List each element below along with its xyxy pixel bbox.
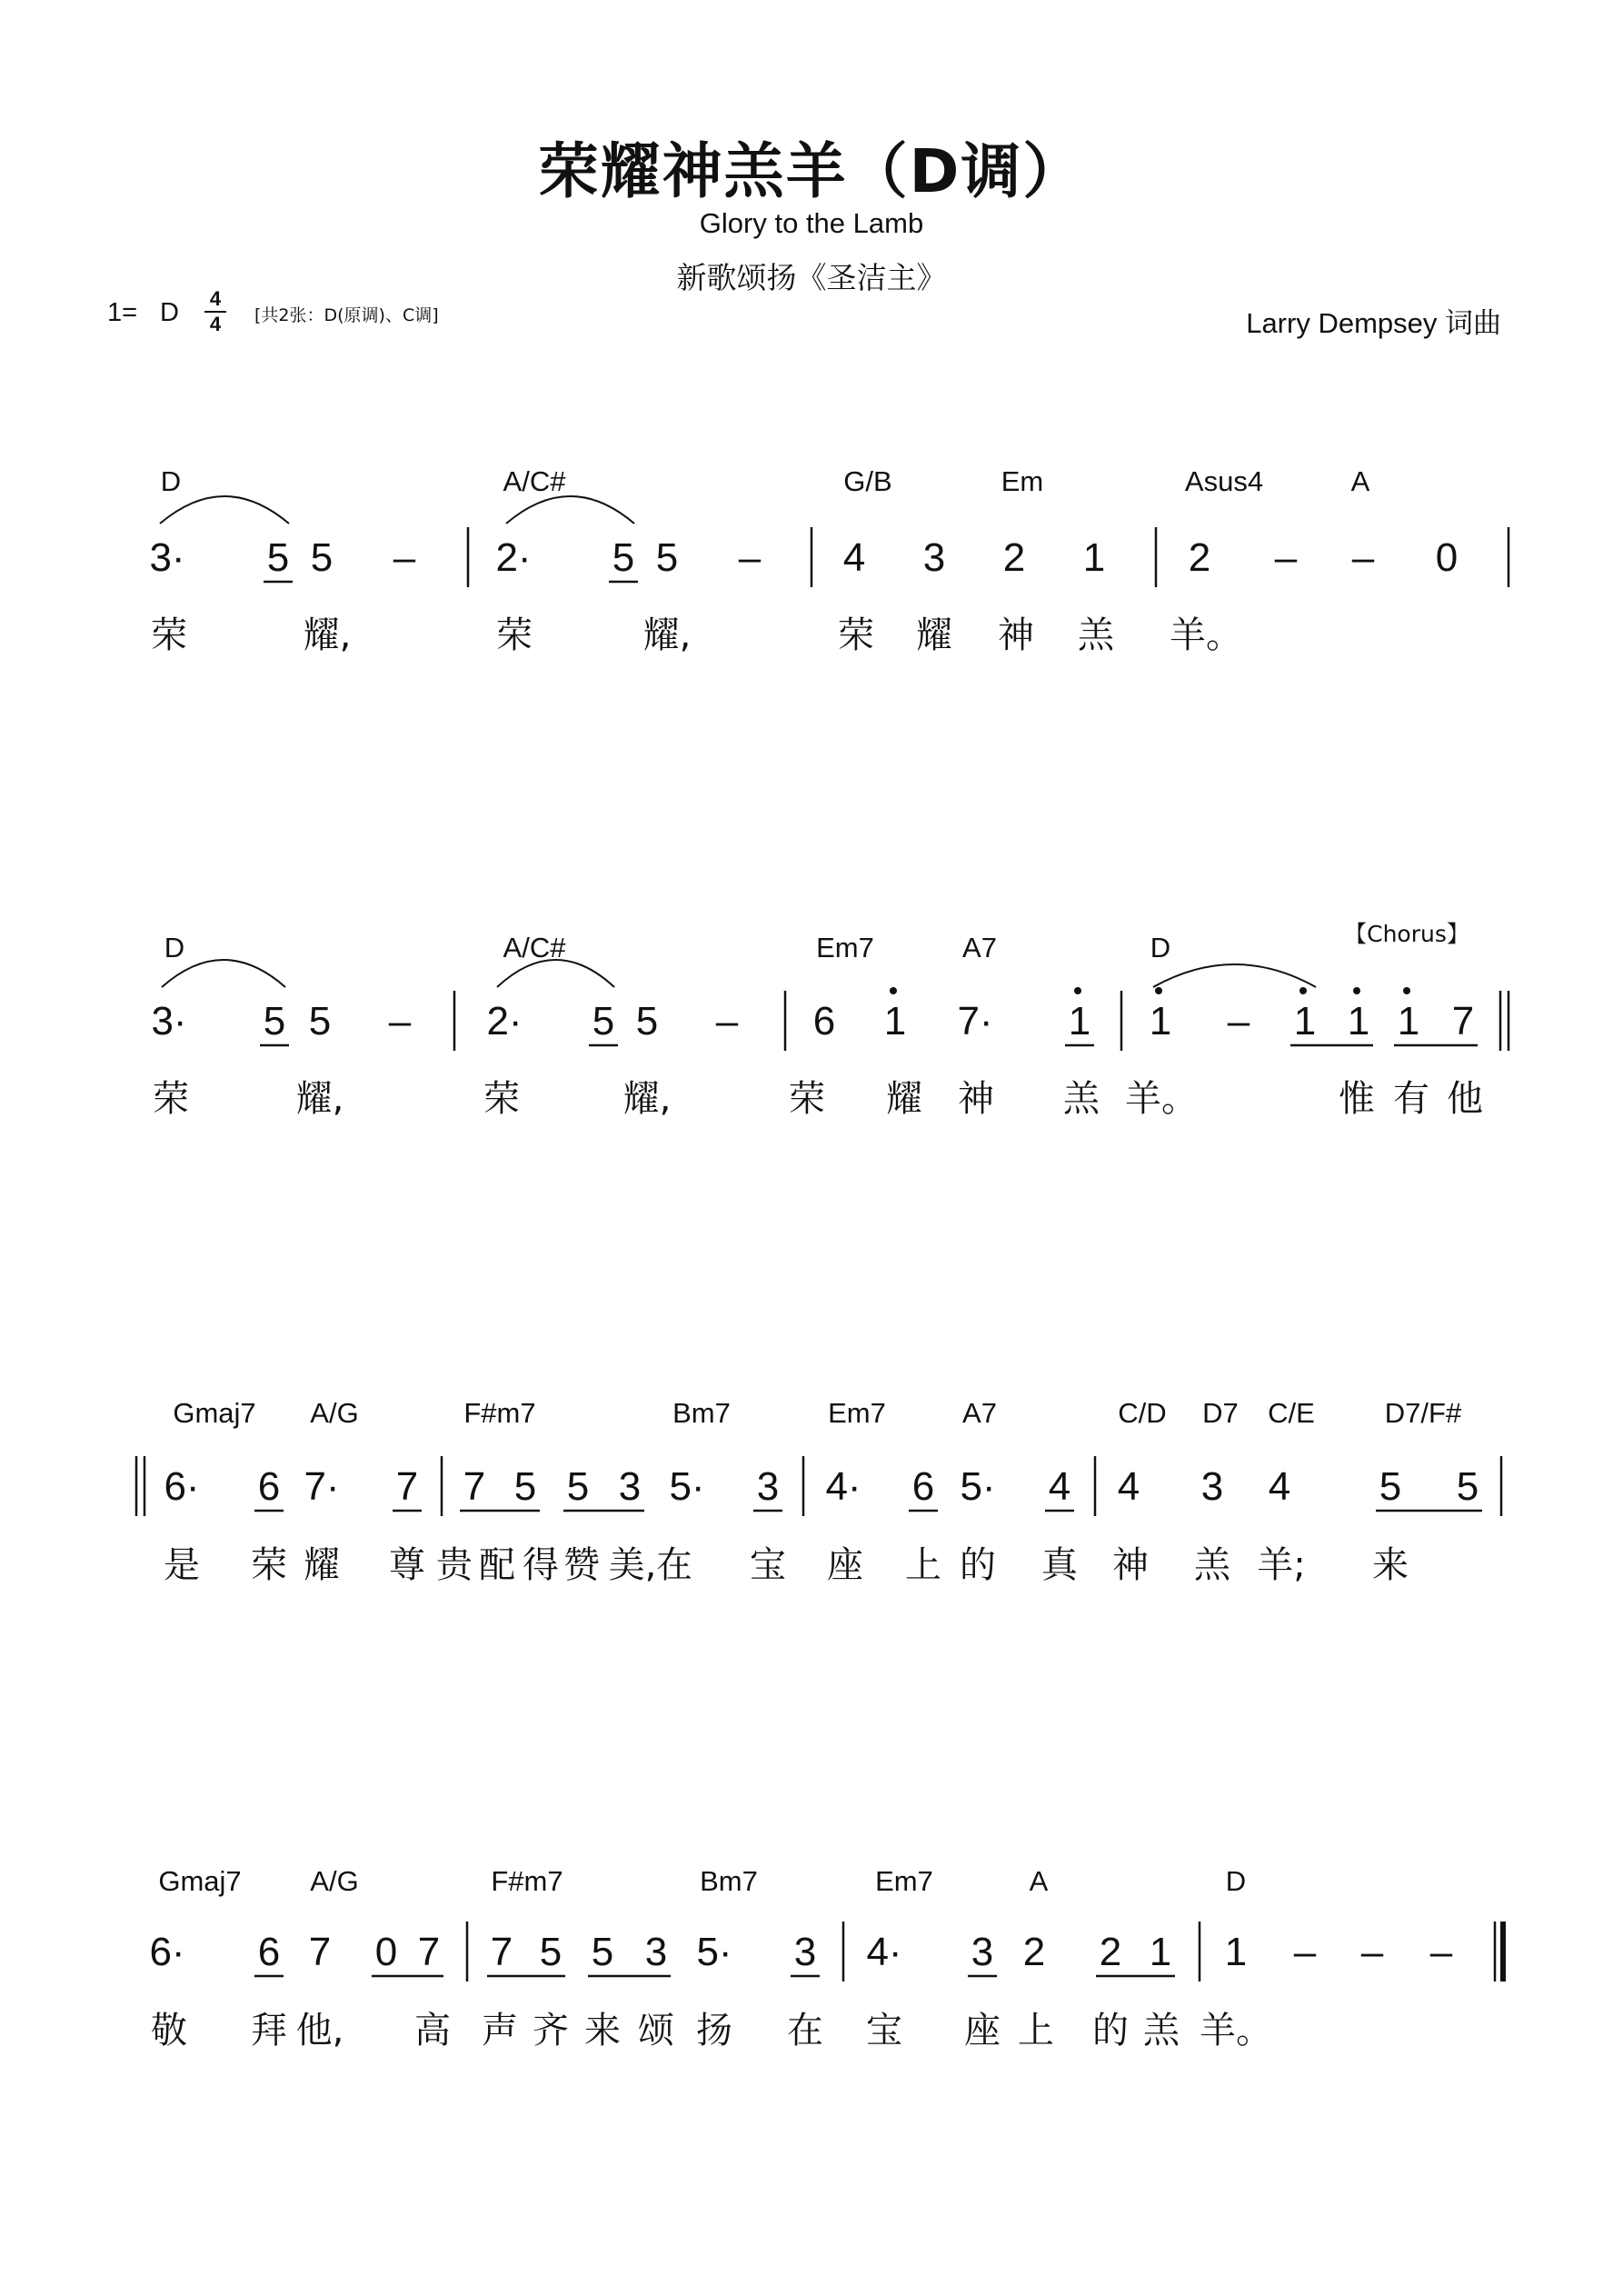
jianpu-note: 5 — [1379, 1464, 1402, 1509]
jianpu-note: 5 — [612, 535, 635, 580]
slur — [506, 496, 634, 524]
high-octave-dot — [1074, 987, 1081, 994]
jianpu-note: 4 — [1117, 1464, 1140, 1509]
songbook-source: 新歌颂扬《圣洁主》 — [676, 260, 947, 295]
high-octave-dot — [1403, 987, 1410, 994]
lyric-syllable: 耀 — [886, 1078, 922, 1120]
chord-symbol: Em7 — [816, 932, 874, 963]
lyric-syllable: 荣 — [153, 1078, 189, 1120]
lyric-syllable: 的 — [1092, 2010, 1129, 2051]
slur — [1153, 964, 1316, 987]
dash-note: – — [393, 535, 416, 580]
lyric-syllable: 座 — [827, 1544, 863, 1586]
english-subtitle: Glory to the Lamb — [699, 207, 924, 239]
chorus-marker: 【Chorus】 — [1344, 921, 1469, 947]
chord-symbol: A7 — [962, 1397, 997, 1429]
lyric-syllable: 赞 — [563, 1544, 600, 1586]
jianpu-note: 7 — [417, 1930, 441, 1974]
jianpu-note: 2· — [486, 999, 523, 1043]
lyric-syllable: 声 — [482, 2010, 518, 2051]
jianpu-note: 7· — [304, 1464, 340, 1509]
jianpu-note: 4 — [1048, 1464, 1071, 1509]
lyric-syllable: 羔 — [1143, 2010, 1180, 2051]
jianpu-note: 1 — [1068, 999, 1091, 1043]
key-value: D — [160, 298, 179, 327]
lyric-syllable: 上 — [1018, 2010, 1054, 2051]
chord-symbol: Em7 — [875, 1865, 933, 1897]
chord-symbol: A7 — [962, 932, 997, 963]
jianpu-note: 5 — [1456, 1464, 1479, 1509]
dash-note: – — [1360, 1930, 1384, 1974]
lyric-syllable: 羊。 — [1125, 1078, 1198, 1120]
lyric-syllable: 耀, — [622, 1078, 672, 1120]
jianpu-note: 3 — [971, 1930, 994, 1974]
jianpu-note: 1 — [1224, 1930, 1248, 1974]
slur — [160, 496, 289, 524]
dash-note: – — [1227, 999, 1250, 1043]
jianpu-note: 4· — [825, 1464, 861, 1509]
dash-note: – — [388, 999, 412, 1043]
high-octave-dot — [1353, 987, 1360, 994]
chord-symbol: A/C# — [503, 465, 566, 497]
lyric-syllable: 神 — [998, 614, 1034, 656]
jianpu-note: 5 — [635, 999, 659, 1043]
lyric-syllable: 来 — [584, 2010, 621, 2051]
chord-symbol: D — [164, 932, 185, 963]
lyric-syllable: 尊 — [389, 1544, 425, 1586]
jianpu-note: 1 — [1149, 999, 1172, 1043]
lyric-syllable: 耀, — [295, 1078, 344, 1120]
dash-note: – — [1293, 1930, 1317, 1974]
lyric-syllable: 得 — [523, 1544, 559, 1586]
chord-symbol: Gmaj7 — [173, 1397, 256, 1429]
jianpu-note: 6 — [911, 1464, 935, 1509]
lyric-syllable: 的 — [960, 1544, 996, 1586]
chord-symbol: D7/F# — [1384, 1397, 1462, 1429]
jianpu-note: 3 — [618, 1464, 642, 1509]
time-signature-top: 4 — [209, 287, 222, 310]
jianpu-note: 4· — [866, 1930, 902, 1974]
jianpu-note: 6· — [149, 1930, 185, 1974]
lyric-syllable: 来 — [1372, 1544, 1409, 1586]
chord-symbol: D — [1225, 1865, 1247, 1897]
dash-note: – — [738, 535, 762, 580]
slur — [497, 960, 614, 987]
jianpu-note: 7 — [1451, 999, 1475, 1043]
jianpu-note: 5 — [263, 999, 286, 1043]
lyric-syllable: 荣 — [151, 614, 187, 656]
chord-symbol: A — [1029, 1865, 1049, 1897]
jianpu-note: 1 — [883, 999, 907, 1043]
lyric-syllable: 敬 — [151, 2010, 187, 2051]
dash-note: – — [1351, 535, 1375, 580]
version-note: [共2张：D(原调)、C调] — [254, 305, 439, 325]
jianpu-note: 5 — [539, 1930, 563, 1974]
jianpu-note: 5 — [591, 1930, 614, 1974]
lyric-syllable: 上 — [905, 1544, 941, 1586]
lyric-syllable: 耀, — [303, 614, 352, 656]
lyric-syllable: 羔 — [1194, 1544, 1230, 1586]
jianpu-note: 5· — [960, 1464, 996, 1509]
chord-symbol: Asus4 — [1184, 465, 1264, 497]
lyric-syllable: 拜 — [251, 2010, 287, 2051]
high-octave-dot — [1155, 987, 1162, 994]
jianpu-note: 3 — [1200, 1464, 1224, 1509]
dash-note: – — [1274, 535, 1298, 580]
jianpu-note: 3 — [793, 1930, 817, 1974]
jianpu-note: 1 — [1082, 535, 1106, 580]
lyric-syllable: 真 — [1041, 1544, 1078, 1586]
jianpu-note: 3· — [151, 999, 187, 1043]
jianpu-note: 2 — [1002, 535, 1026, 580]
jianpu-note: 3 — [922, 535, 946, 580]
chord-symbol: Bm7 — [700, 1865, 758, 1897]
jianpu-note: 5 — [655, 535, 679, 580]
jianpu-note: 6 — [257, 1930, 281, 1974]
jianpu-note: 2· — [495, 535, 532, 580]
lyric-syllable: 在 — [787, 2010, 823, 2051]
jianpu-note: 5 — [308, 999, 332, 1043]
lyric-syllable: 神 — [1112, 1544, 1149, 1586]
lyric-syllable: 羊。 — [1200, 2010, 1272, 2051]
lyric-syllable: 配 — [479, 1544, 515, 1586]
jianpu-note: 7 — [490, 1930, 513, 1974]
chord-symbol: Bm7 — [672, 1397, 731, 1429]
chord-symbol: Em — [1001, 465, 1044, 497]
jianpu-note: 7· — [957, 999, 993, 1043]
lyric-syllable: 他, — [295, 2010, 344, 2051]
song-title: 荣耀神羔羊（D调） — [538, 136, 1085, 206]
jianpu-note: 5· — [696, 1930, 732, 1974]
chord-symbol: F#m7 — [491, 1865, 563, 1897]
lyric-syllable: 羔 — [1063, 1078, 1100, 1120]
high-octave-dot — [1299, 987, 1307, 994]
chord-symbol: A — [1350, 465, 1370, 497]
slur — [162, 960, 285, 987]
jianpu-note: 7 — [395, 1464, 419, 1509]
lyric-syllable: 座 — [964, 2010, 1001, 2051]
lyric-syllable: 贵 — [436, 1544, 473, 1586]
jianpu-note: 6· — [164, 1464, 200, 1509]
jianpu-note: 1 — [1293, 999, 1317, 1043]
lyric-syllable: 在 — [656, 1544, 692, 1586]
lyric-syllable: 耀 — [304, 1544, 340, 1586]
lyric-syllable: 羊; — [1257, 1544, 1306, 1586]
jianpu-note: 1 — [1149, 1930, 1172, 1974]
lyric-syllable: 有 — [1393, 1078, 1429, 1120]
dash-note: – — [1429, 1930, 1453, 1974]
lyric-syllable: 美, — [608, 1544, 657, 1586]
lyric-syllable: 颂 — [638, 2010, 674, 2051]
chord-symbol: A/G — [310, 1865, 359, 1897]
chord-symbol: C/E — [1268, 1397, 1315, 1429]
jianpu-note: 7 — [308, 1930, 332, 1974]
lyric-syllable: 荣 — [838, 614, 874, 656]
chord-symbol: G/B — [843, 465, 892, 497]
lyric-syllable: 惟 — [1339, 1078, 1375, 1120]
lyric-syllable: 耀, — [642, 614, 692, 656]
jianpu-note: 4 — [842, 535, 866, 580]
time-signature-bottom: 4 — [209, 313, 222, 335]
lyric-syllable: 荣 — [789, 1078, 825, 1120]
lyric-syllable: 荣 — [251, 1544, 287, 1586]
chord-symbol: A/G — [310, 1397, 359, 1429]
jianpu-note: 5 — [513, 1464, 537, 1509]
jianpu-note: 5 — [592, 999, 615, 1043]
jianpu-note: 1 — [1397, 999, 1420, 1043]
jianpu-note: 3· — [149, 535, 185, 580]
jianpu-note: 5 — [266, 535, 290, 580]
jianpu-note: 3 — [644, 1930, 668, 1974]
jianpu-note: 0 — [1435, 535, 1459, 580]
chord-symbol: D — [160, 465, 182, 497]
lyric-syllable: 他 — [1447, 1078, 1483, 1120]
jianpu-note: 2 — [1022, 1930, 1046, 1974]
lyric-syllable: 荣 — [483, 1078, 520, 1120]
lyric-syllable: 羔 — [1078, 614, 1114, 656]
chord-symbol: A/C# — [503, 932, 566, 963]
jianpu-note: 0 — [374, 1930, 398, 1974]
jianpu-note: 6 — [812, 999, 836, 1043]
lyric-syllable: 扬 — [696, 2010, 732, 2051]
jianpu-note: 5· — [669, 1464, 705, 1509]
lyric-syllable: 高 — [414, 2010, 451, 2051]
lyric-syllable: 荣 — [496, 614, 533, 656]
lyric-syllable: 宝 — [866, 2010, 902, 2051]
lyric-syllable: 耀 — [916, 614, 952, 656]
chord-symbol: Em7 — [828, 1397, 886, 1429]
lyric-syllable: 羊。 — [1170, 614, 1242, 656]
chord-symbol: D — [1150, 932, 1171, 963]
lyric-syllable: 齐 — [533, 2010, 569, 2051]
lyric-syllable: 宝 — [750, 1544, 786, 1586]
jianpu-note: 7 — [463, 1464, 486, 1509]
lyric-syllable: 神 — [958, 1078, 994, 1120]
jianpu-note: 6 — [257, 1464, 281, 1509]
dash-note: – — [715, 999, 739, 1043]
jianpu-note: 1 — [1347, 999, 1370, 1043]
chord-symbol: F#m7 — [463, 1397, 536, 1429]
jianpu-note: 5 — [566, 1464, 590, 1509]
jianpu-note: 5 — [310, 535, 334, 580]
lyric-syllable: 是 — [164, 1544, 200, 1586]
chord-symbol: D7 — [1202, 1397, 1239, 1429]
jianpu-note: 2 — [1099, 1930, 1122, 1974]
jianpu-note: 4 — [1268, 1464, 1291, 1509]
chord-symbol: Gmaj7 — [158, 1865, 242, 1897]
high-octave-dot — [890, 987, 897, 994]
jianpu-note: 2 — [1188, 535, 1211, 580]
composer-credit: Larry Dempsey 词曲 — [1246, 307, 1501, 339]
chord-symbol: C/D — [1118, 1397, 1167, 1429]
key-label: 1= — [107, 298, 138, 327]
jianpu-note: 3 — [756, 1464, 780, 1509]
